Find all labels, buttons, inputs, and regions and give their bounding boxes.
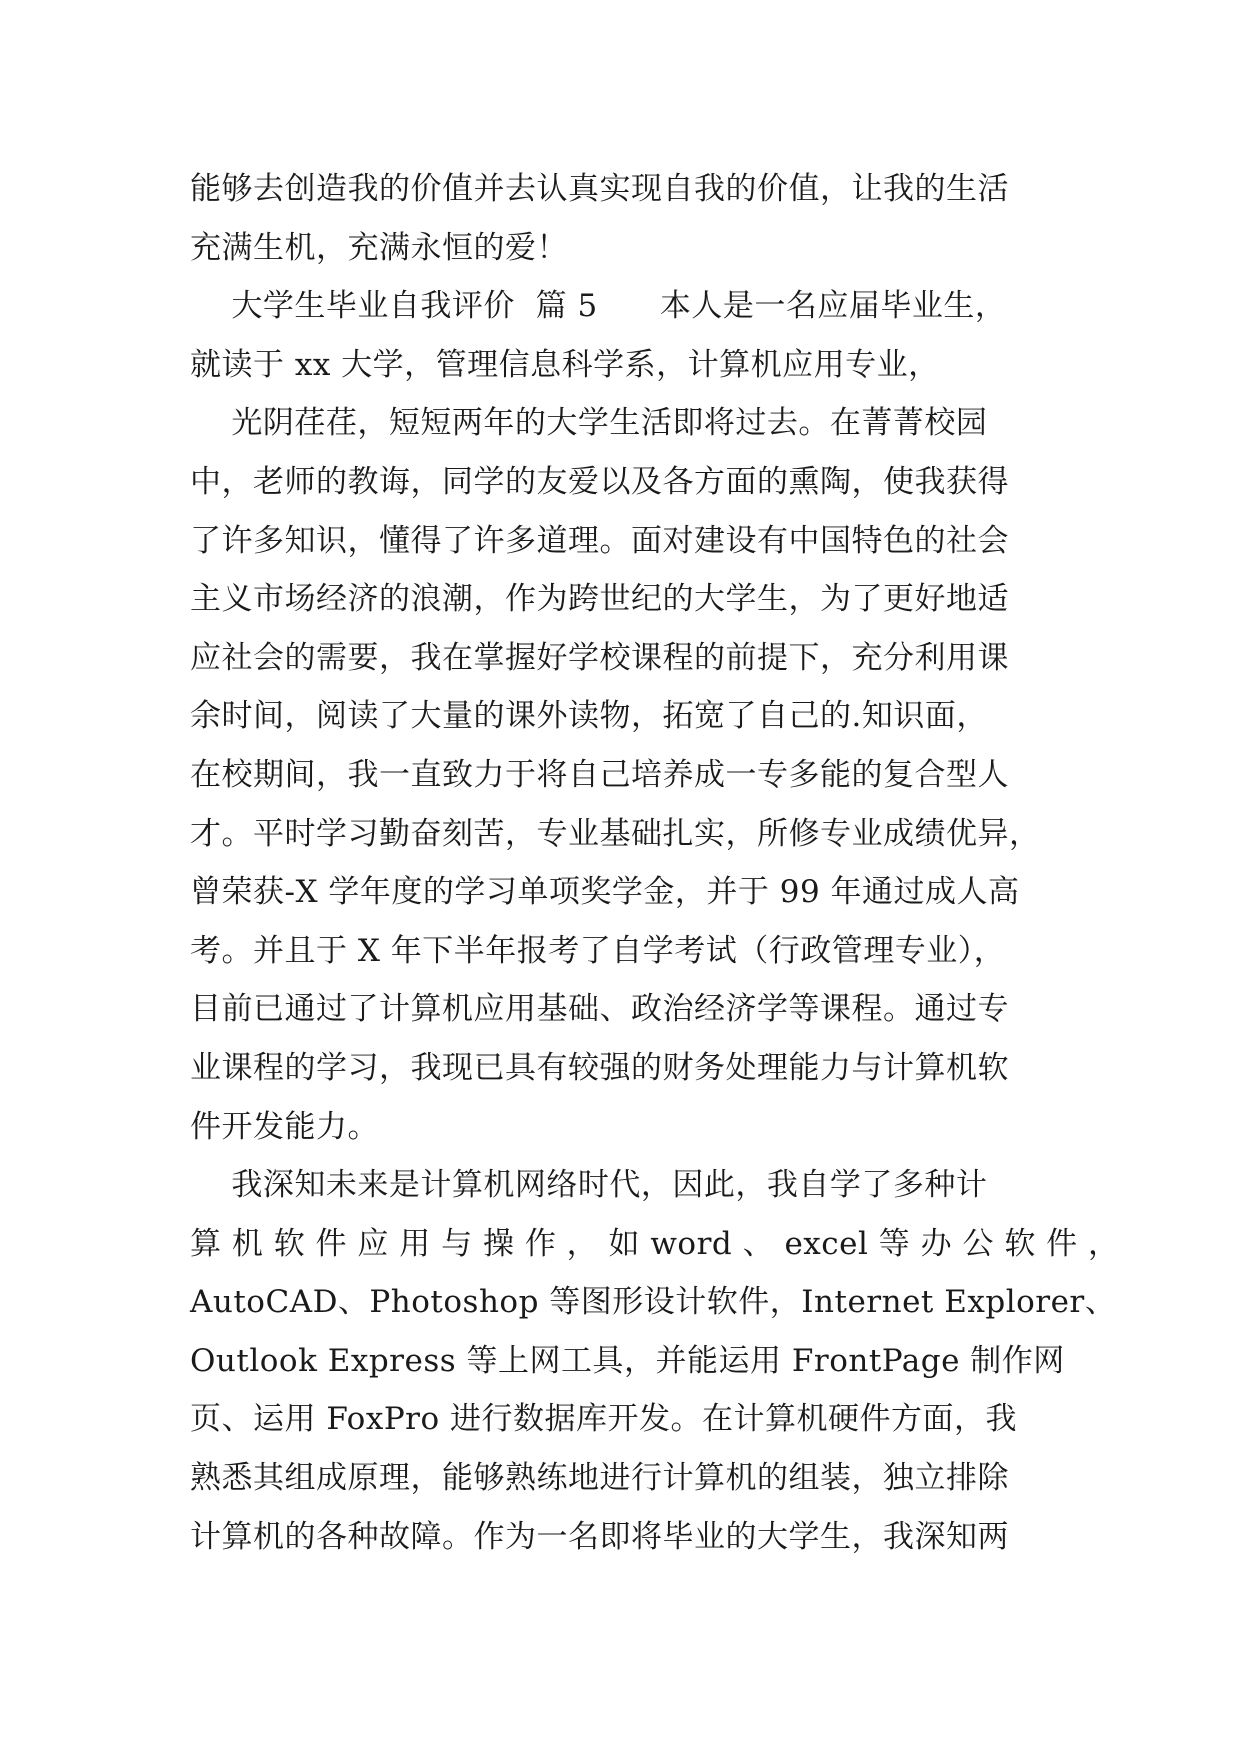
text-line: 曾荣获-X 学年度的学习单项奖学金，并于 99 年通过成人高	[190, 874, 1020, 911]
text-line: 目前已通过了计算机应用基础、政治经济学等课程。通过专	[190, 991, 1009, 1028]
text-line: Outlook Express 等上网工具，并能运用 FrontPage 制作网	[190, 1342, 1065, 1379]
text-line: 算 机 软 件 应 用 与 操 作 ， 如 word 、 excel 等 办 公 软 件 ，	[190, 1225, 1120, 1262]
text-line: 余时间，阅读了大量的课外读物，拓宽了自己的.知识面，	[190, 698, 988, 735]
body-text	[190, 160, 1120, 1566]
text-line: 就读于 xx 大学，管理信息科学系，计算机应用专业，	[190, 346, 940, 383]
text-line: 充满生机，充满永恒的爱！	[190, 229, 568, 266]
text-line: 才。平时学习勤奋刻苦，专业基础扎实，所修专业成绩优异，	[190, 815, 1041, 852]
text-line: AutoCAD、Photoshop 等图形设计软件，Internet Explorer、	[190, 1284, 1117, 1321]
text-line: 能够去创造我的价值并去认真实现自我的价值，让我的生活	[190, 171, 1009, 207]
section-heading-line: 大学生毕业自我评价 篇 5 本人是一名应届毕业生，	[190, 288, 1007, 325]
text-line: 主义市场经济的浪潮，作为跨世纪的大学生，为了更好地适	[190, 581, 1009, 618]
text-line: 应社会的需要，我在掌握好学校课程的前提下，充分利用课	[190, 639, 1009, 676]
text-line: 考。并且于 X 年下半年报考了自学考试（行政管理专业），	[190, 932, 1006, 969]
text-line: 熟悉其组成原理，能够熟练地进行计算机的组装，独立排除	[190, 1460, 1009, 1497]
text-line: 页、运用 FoxPro 进行数据库开发。在计算机硬件方面，我	[190, 1401, 1018, 1438]
text-line: 中，老师的教诲，同学的友爱以及各方面的熏陶，使我获得	[190, 463, 1009, 500]
text-line: 计算机的各种故障。作为一名即将毕业的大学生，我深知两	[190, 1518, 1009, 1555]
paragraph-start-line: 光阴荏荏，短短两年的大学生活即将过去。在菁菁校园	[190, 405, 988, 442]
text-line: 件开发能力。	[190, 1108, 379, 1145]
text-line: 在校期间，我一直致力于将自己培养成一专多能的复合型人	[190, 756, 1009, 793]
paragraph-start-line: 我深知未来是计算机网络时代，因此，我自学了多种计	[190, 1167, 988, 1204]
text-line: 了许多知识，懂得了许多道理。面对建设有中国特色的社会	[190, 522, 1009, 559]
text-line: 业课程的学习，我现已具有较强的财务处理能力与计算机软	[190, 1049, 1009, 1086]
